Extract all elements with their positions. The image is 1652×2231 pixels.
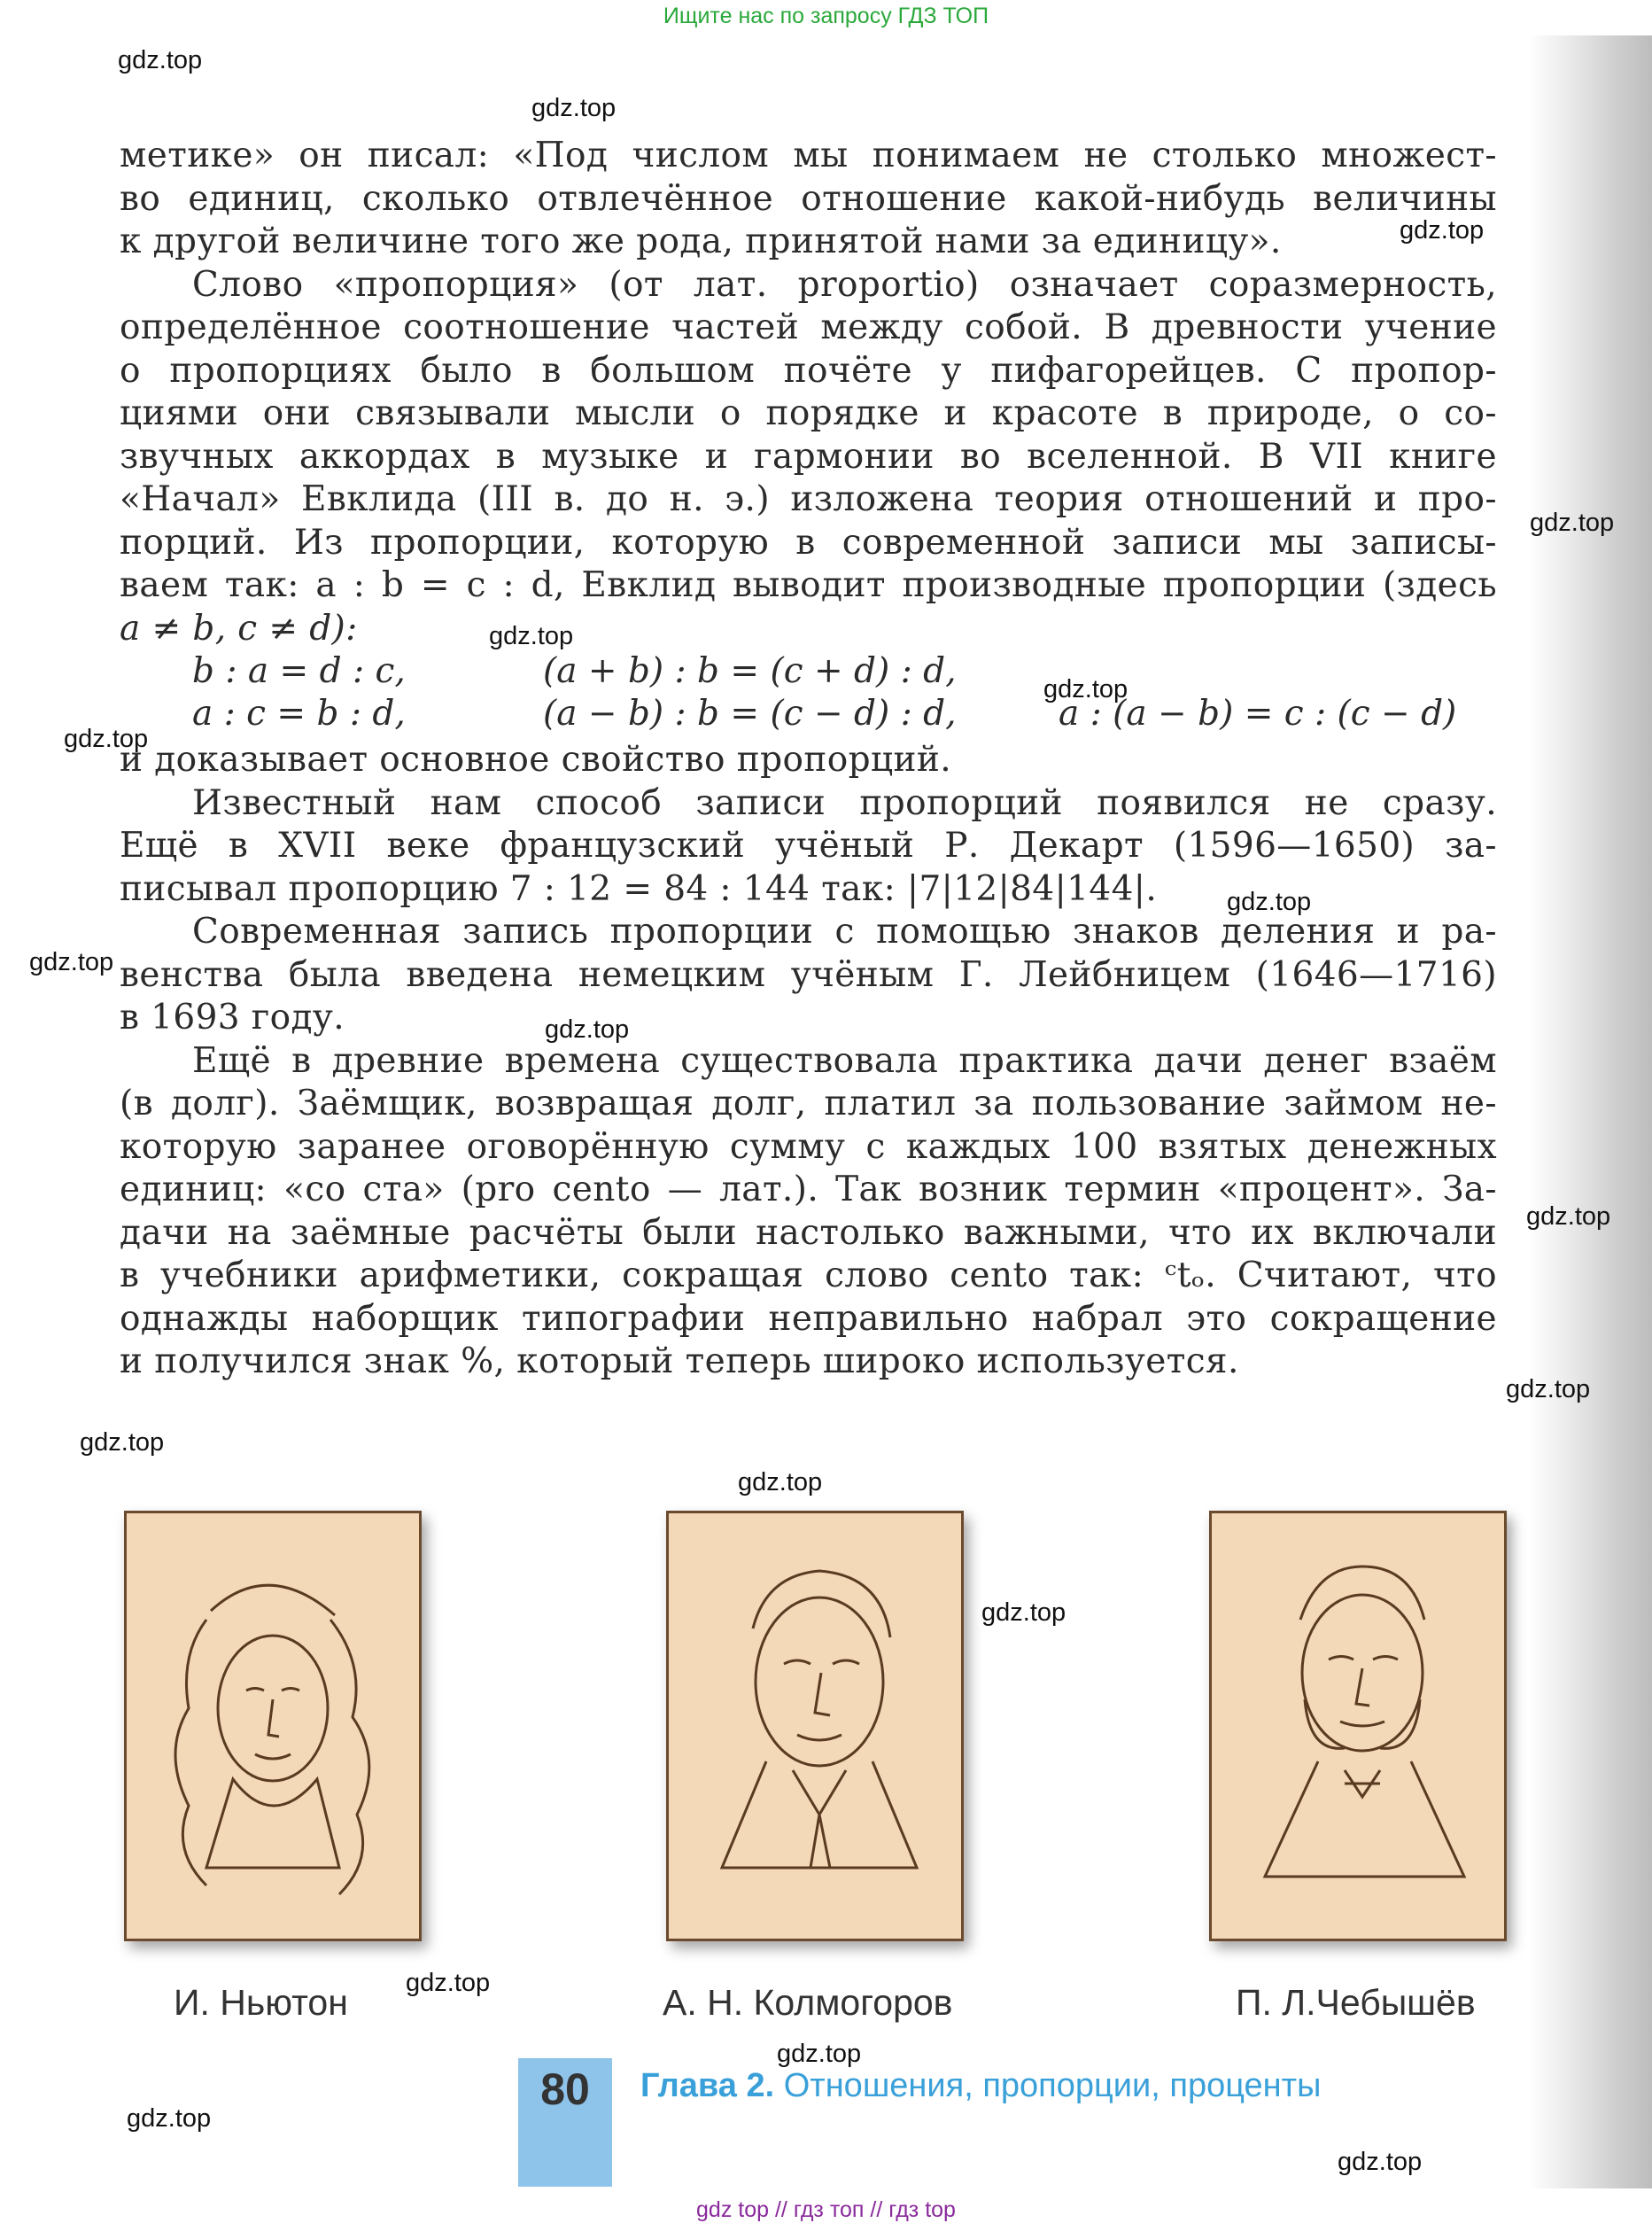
caption-newton: И. Ньютон	[174, 1982, 348, 2023]
watermark: gdz.top	[981, 1598, 1066, 1627]
portrait-chebyshev	[1209, 1511, 1507, 1941]
text-line: дачи на заёмные расчёты были настолько важными, что их включали	[120, 1212, 1497, 1253]
portrait-kolmogorov	[666, 1511, 964, 1941]
watermark: gdz.top	[29, 948, 114, 976]
page-number: 80	[540, 2064, 590, 2114]
text-line: в учебники арифметики, сокращая слово cento так: ᶜtₒ. Считают, что	[120, 1255, 1497, 1295]
watermark: gdz.top	[406, 1969, 491, 1997]
text-line: однажды наборщик типографии неправильно набрал это сокращение	[120, 1298, 1497, 1339]
watermark: gdz.top	[1338, 2148, 1423, 2176]
portrait-sketch-icon	[669, 1513, 961, 1939]
watermark: gdz.top	[777, 2040, 862, 2068]
watermark: gdz.top	[1530, 509, 1615, 537]
text-line: определённое соотношение частей между собой. В древности учение	[120, 307, 1497, 347]
formula: (a + b) : b = (c + d) : d,	[543, 651, 957, 691]
chapter-label: Глава 2.	[640, 2067, 775, 2104]
proportion-formulas	[120, 650, 1497, 739]
text-line: (в долг). Заёмщик, возвращая долг, платил за пользование займом не-	[120, 1084, 1497, 1123]
caption-kolmogorov: А. Н. Колмогоров	[663, 1982, 953, 2023]
text-line: Слово «пропорция» (от лат. proportio) означает соразмерность,	[192, 264, 1497, 305]
text-line: о пропорциях было в большом почёте у пифагорейцев. С пропор-	[120, 350, 1497, 391]
text-line: Известный нам способ записи пропорций появился не сразу.	[192, 782, 1497, 823]
watermark: gdz.top	[531, 94, 617, 122]
text-line: порций. Из пропорции, которую в современной записи мы записы-	[120, 522, 1497, 563]
text-line: циями они связывали мысли о порядке и красоте в природе, о со-	[120, 393, 1497, 433]
text-line: и доказывает основное свойство пропорций.	[120, 740, 952, 780]
watermark: gdz.top	[64, 725, 149, 753]
body-text	[120, 135, 1497, 1384]
watermark: gdz.top	[1400, 216, 1485, 245]
text-line: которую заранее оговорённую сумму с каждых 100 взятых денежных	[120, 1126, 1497, 1167]
text-line: a ≠ b, c ≠ d):	[120, 608, 358, 649]
text-line: писывал пропорцию 7 : 12 = 84 : 144 так: |7|12|84|144|.	[120, 868, 1158, 909]
text-line: венства была введена немецким учёным Г. Лейбницем (1646—1716)	[120, 954, 1497, 995]
caption-chebyshev: П. Л.Чебышёв	[1236, 1982, 1476, 2023]
watermark: gdz.top	[1043, 675, 1128, 704]
formula: b : a = d : c,	[192, 651, 406, 691]
text-line: метике» он писал: «Под числом мы понимаем не столько множест-	[120, 136, 1497, 175]
bottom-links[interactable]: gdz top // гдз топ // гдз top	[696, 2197, 956, 2222]
text-line: и получился знак %, который теперь широко используется.	[120, 1341, 1239, 1381]
watermark: gdz.top	[545, 1015, 630, 1044]
watermark: gdz.top	[1227, 888, 1312, 916]
watermark: gdz.top	[489, 622, 574, 650]
watermark: gdz.top	[80, 1428, 165, 1457]
text-line: ваем так: a : b = c : d, Евклид выводит производные пропорции (здесь	[120, 565, 1497, 605]
watermark: gdz.top	[1506, 1375, 1591, 1403]
portrait-row	[0, 1511, 1652, 1971]
text-line: «Начал» Евклида (III в. до н. э.) изложена теория отношений и про-	[120, 479, 1497, 519]
watermark: gdz.top	[118, 46, 203, 74]
text-line: во единиц, сколько отвлечённое отношение какой-нибудь величины	[120, 178, 1497, 219]
text-line: Современная запись пропорции с помощью знаков деления и ра-	[192, 912, 1497, 952]
text-line: Ещё в XVII веке французский учёный Р. Декарт (1596—1650) за-	[120, 826, 1497, 866]
portrait-sketch-icon	[1212, 1513, 1504, 1939]
search-hint-link[interactable]: Ищите нас по запросу ГДЗ ТОП	[663, 4, 989, 28]
watermark: gdz.top	[738, 1468, 823, 1496]
watermark: gdz.top	[1526, 1202, 1611, 1231]
formula: a : (a − b) = c : (c − d)	[1059, 694, 1457, 734]
text-line: единиц: «со ста» (pro cento — лат.). Так возник термин «процент». За-	[120, 1170, 1497, 1209]
text-line: Ещё в древние времена существовала практика дачи денег взаём	[192, 1040, 1497, 1081]
portrait-sketch-icon	[127, 1513, 419, 1939]
formula: a : c = b : d,	[192, 694, 406, 734]
text-line: в 1693 году.	[120, 998, 345, 1038]
watermark: gdz.top	[127, 2104, 212, 2133]
chapter-name: Отношения, пропорции, проценты	[783, 2067, 1322, 2104]
chapter-title	[640, 2067, 1321, 2105]
portrait-newton	[124, 1511, 422, 1941]
formula: (a − b) : b = (c − d) : d,	[543, 694, 957, 734]
text-line: к другой величине того же рода, принятой нами за единицу».	[120, 222, 1282, 261]
text-line: звучных аккордах в музыке и гармонии во вселенной. В VII книге	[120, 436, 1497, 477]
